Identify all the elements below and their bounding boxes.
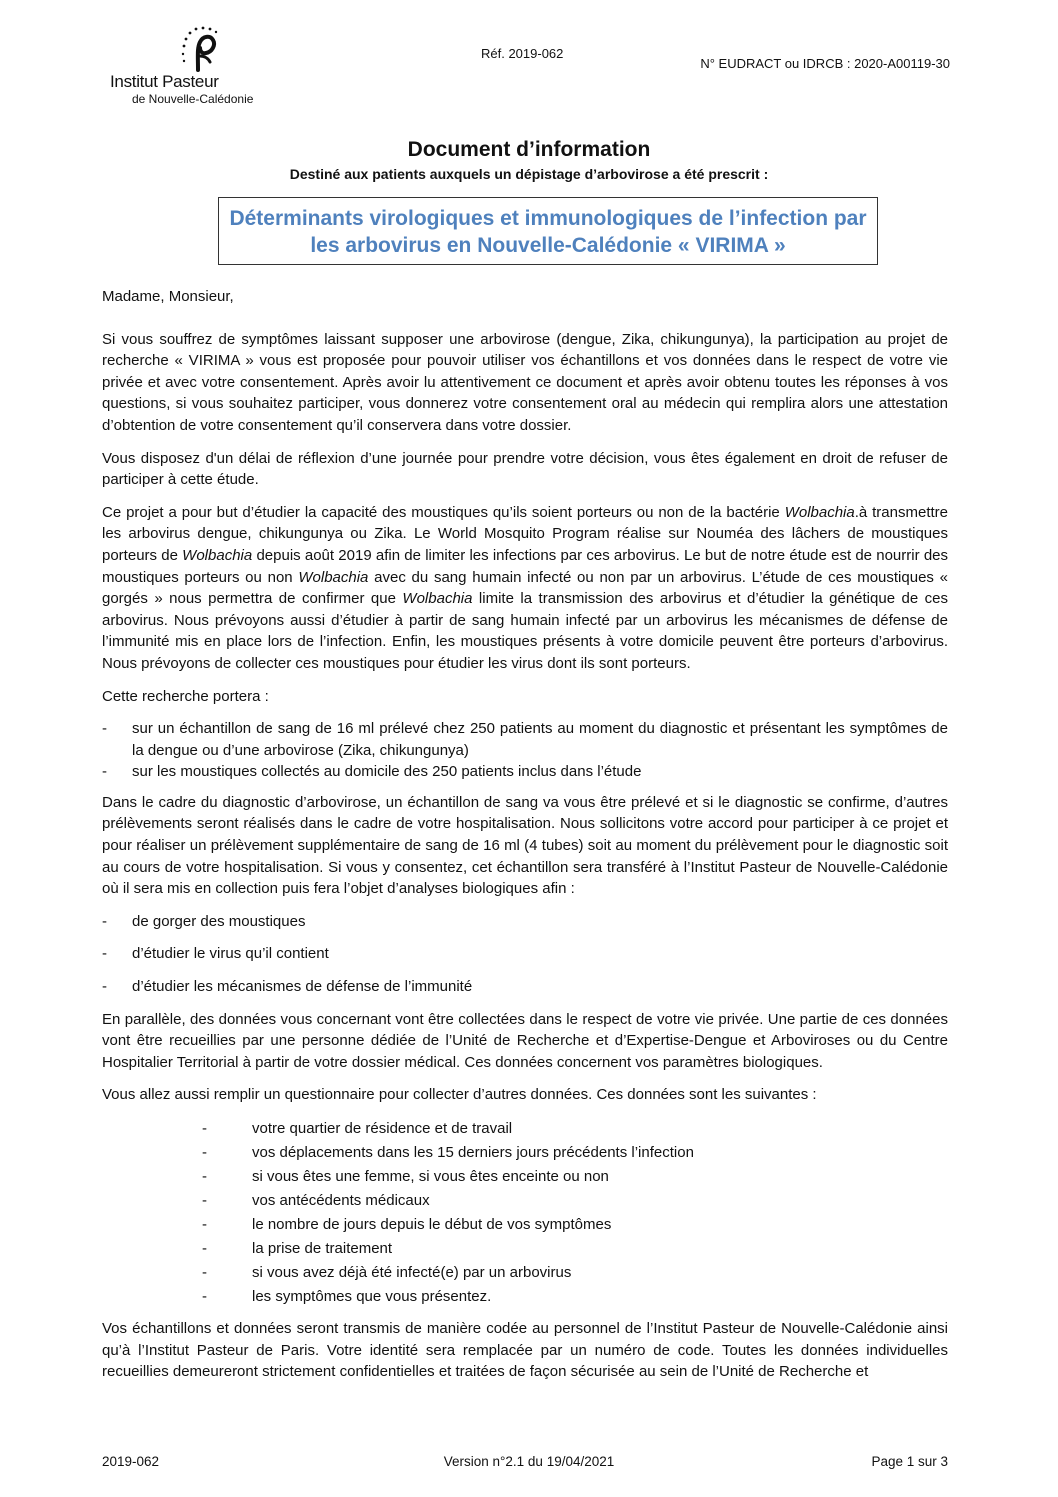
paragraph-questionnaire: Vous allez aussi remplir un questionnaire pour collecter d’autres données. Ces données sont les suivantes : [102, 1086, 817, 1104]
pasteur-logo-icon [170, 26, 234, 74]
list-item: - vos antécédents médicaux [202, 1189, 948, 1213]
footer-reference: 2019-062 [102, 1454, 160, 1469]
list-item: - d’étudier le virus qu’il contient [102, 943, 948, 965]
text-run: .à transmettre les arbovirus dengue, chikungunya ou Zika. Le World Mosquito Program réalise sur Nouméa des lâchers de moustiques porteurs de [102, 503, 948, 564]
italic-term: Wolbachia [402, 590, 473, 608]
list-item: - la prise de traitement [202, 1237, 948, 1261]
text-run: avec du sang humain infecté ou non par un arbovirus. L’étude de ces moustiques « gorgés » nous permettra de confirmer que [102, 568, 948, 608]
list-item: - d’étudier les mécanismes de défense de l’immunité [102, 976, 948, 998]
study-title-box [218, 197, 878, 265]
paragraph-reflection: Vous disposez d'un délai de réflexion d’une journée pour prendre votre décision, vous êtes également en droit de refuser de participer à cette étude. [102, 449, 948, 489]
list-item: - si vous êtes une femme, si vous êtes enceinte ou non [202, 1165, 948, 1189]
italic-term: Wolbachia [298, 568, 369, 586]
paragraph-confidentiality: Vos échantillons et données seront transmis de manière codée au personnel de l’Institut Pasteur de Nouvelle-Calédonie ainsi qu’à l’Institut Pasteur de Paris. Votre identité sera remplacée par un numéro de code. Toutes les données individuelles recueillies demeureront strictement confidentielles et traitées de façon sécurisée au sein de l’Unité de Recherche et [102, 1320, 948, 1381]
paragraph-diagnosis: Dans le cadre du diagnostic d’arbovirose, un échantillon de sang va vous être prélevé et si le diagnostic se confirme, d’autres prélèvements seront réalisés dans le cadre de votre hospitalisation. Nous sollicitons votre accord pour participer à ce projet et pour réaliser un prélèvement supplémentaire de sang de 16 ml (4 tubes) soit au moment du prélèvement pour le diagnostic soit au cours de votre hospitalisation. Si vous y consentez, cet échantillon sera transféré à l’Institut Pasteur de Nouvelle-Calédonie où il sera mis en collection puis fera l’objet d’analyses biologiques afin : [102, 793, 948, 898]
logo-region: de Nouvelle-Calédonie [132, 92, 254, 106]
list-item: - votre quartier de résidence et de travail [202, 1117, 948, 1141]
eudract-number: N° EUDRACT ou IDRCB : 2020-A00119-30 [700, 56, 950, 71]
list-item: - de gorger des moustiques [102, 911, 948, 933]
list-item: - si vous avez déjà été infecté(e) par un arbovirus [202, 1261, 948, 1285]
text-run: depuis août 2019 afin de limiter les infections par ces arbovirus. Le but de notre étude est de nourrir des moustiques porteurs ou non [102, 546, 949, 586]
study-title-line-2: les arbovirus en Nouvelle-Calédonie « VIRIMA » [310, 234, 786, 257]
text-run: limite la transmission des arbovirus et d’étudier la génétique de ces arbovirus. Nous prévoyons aussi d’étudier à partir de sang humain infecté par un arbovirus les mécanismes de défense de l’immunité mis en place lors de l’infection. Enfin, les moustiques présents à votre domicile peuvent être porteurs d’arbovirus. Nous prévoyons de collecter ces moustiques pour étudier les virus dont ils sont porteurs. [102, 590, 948, 672]
paragraph-intro: Si vous souffrez de symptômes laissant supposer une arbovirose (dengue, Zika, chikungunya), la participation au projet de recherche « VIRIMA » vous est proposée pour pouvoir utiliser vos échantillons et vos données dans le respect de votre vie privée et avec votre consentement. Après avoir lu attentivement ce document et après avoir obtenu toutes les réponses à vos questions, si vous souhaitez participer, vous donnerez votre consentement oral au médecin qui remplira alors une attestation d’obtention de votre consentement qu’il conservera dans votre dossier. [102, 330, 948, 434]
italic-term: Wolbachia [784, 503, 855, 521]
questionnaire-list [202, 1117, 948, 1309]
list-item: - les symptômes que vous présentez. [202, 1285, 948, 1309]
text-run: Ce projet a pour but d’étudier la capacité des moustiques qu’ils soient porteurs ou non de la bactérie [102, 503, 785, 521]
paragraph-project-aim [102, 502, 948, 675]
list-item: - sur les moustiques collectés au domicile des 250 patients inclus dans l’étude [102, 761, 948, 783]
logo-name: Institut Pasteur [110, 72, 219, 91]
research-list [102, 718, 948, 783]
paragraph-data-collection: En parallèle, des données vous concernant vont être collectées dans le respect de votre vie privée. Une partie de ces données vont être recueillies par une personne dédiée de l’Unité de Recherche et d’Expertise-Dengue et Arboviroses ou du Centre Hospitalier Territorial à partir de votre dossier médical. Ces données concernent vos paramètres biologiques. [102, 1010, 948, 1071]
salutation: Madame, Monsieur, [102, 288, 234, 305]
document-body [102, 286, 948, 1394]
aims-list [102, 911, 948, 998]
footer-version: Version n°2.1 du 19/04/2021 [443, 1454, 615, 1469]
document-title: Document d’information [407, 138, 651, 161]
page-number: Page 1 sur 3 [871, 1454, 948, 1469]
reference-number: Réf. 2019-062 [481, 46, 564, 61]
study-title-line-1: Déterminants virologiques et immunologiques de l’infection par [229, 207, 867, 230]
list-item: - vos déplacements dans les 15 derniers jours précédents l’infection [202, 1141, 948, 1165]
list-item: - sur un échantillon de sang de 16 ml prélevé chez 250 patients au moment du diagnostic et présentant les symptômes de la dengue ou d’une arbovirose (Zika, chikungunya) [102, 718, 948, 761]
institute-logo [110, 26, 260, 104]
italic-term: Wolbachia [182, 546, 253, 564]
list-item: - le nombre de jours depuis le début de vos symptômes [202, 1213, 948, 1237]
document-subtitle: Destiné aux patients auxquels un dépistage d’arbovirose a été prescrit : [289, 166, 769, 182]
paragraph-research-scope: Cette recherche portera : [102, 687, 269, 705]
